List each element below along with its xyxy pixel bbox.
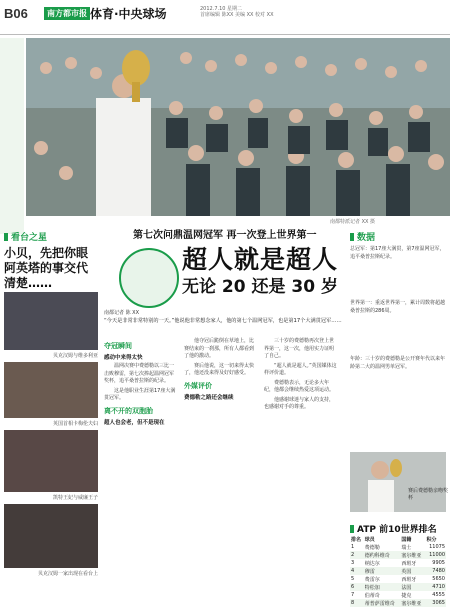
article-column-3 <box>264 338 338 414</box>
paragraph: 他感谢球迷与家人的支持，也感谢对手的尊重。 <box>264 396 335 410</box>
sidebar-headline: 小贝，先把你眼阿英塔的事交代清楚…… <box>4 246 89 290</box>
cell-rank: 8 <box>350 599 364 607</box>
article-title: 超人就是超人 <box>182 245 339 274</box>
page-number: B06 <box>4 6 28 21</box>
header-editor: 首席编辑 陈XX 美编 XX 校对 XX <box>200 12 274 18</box>
sidebar-tag: 看台之星 <box>4 230 47 243</box>
article-byline: 南都记者 陈 XX <box>104 310 140 316</box>
table-row <box>350 599 446 607</box>
cell-country: 西班牙 <box>401 560 417 567</box>
atp-ranking-table <box>350 535 446 607</box>
sidebar-photo-4 <box>4 504 98 568</box>
cell-points: 11000 <box>426 551 446 559</box>
paragraph: 温网决赛中费德勒以三比一击败穆雷，第七次捧起温网冠军奖杯，追平桑普拉斯的纪录。 <box>104 363 175 384</box>
federer-photo <box>350 452 449 512</box>
cell-country: 西班牙 <box>401 576 417 583</box>
sidebar-caption-3: 凯特王妃与威廉王子 <box>52 495 98 501</box>
sidebar-photo-1 <box>4 292 98 350</box>
cell-player: 特松加 <box>364 583 401 591</box>
cell-points: 4555 <box>432 592 445 598</box>
atp-ranking-title: ATP 前10世界排名 <box>350 522 437 535</box>
cell-rank: 5 <box>351 576 355 582</box>
section-heading: 离不开的双胞胎 <box>104 406 153 415</box>
paragraph: 他夺冠后跪倒在草地上，比赛结束的一刹那，所有人都看到了他的激动。 <box>184 338 255 359</box>
section-title: 体育·中央球场 <box>90 7 167 21</box>
table-row <box>350 583 446 591</box>
table-row <box>350 543 446 551</box>
cell-player: 德约科维奇 <box>364 551 401 559</box>
article-column-1 <box>104 338 178 428</box>
data-text-3: 年龄：三十岁的费德勒是公开赛年代以来年龄第二大的温网男单冠军。 <box>350 356 446 370</box>
paragraph: 这是他职业生涯第17座大满贯冠军。 <box>104 387 176 401</box>
cell-points: 11075 <box>429 544 445 550</box>
cell-rank: 1 <box>351 544 355 550</box>
article-title-line2: 无论 20 还是 30 岁 <box>182 277 338 297</box>
cell-player: 费德勒 <box>364 544 380 551</box>
cell-country: 塞尔维亚 <box>400 599 425 607</box>
sidebar-photo-2 <box>4 362 98 418</box>
cell-player: 穆雷 <box>364 567 401 575</box>
page-header <box>0 0 450 35</box>
col-player: 球员 <box>364 536 375 543</box>
photo-credit: 南都特派记者 XX 摄 <box>330 219 376 225</box>
crowd-illustration <box>26 38 450 216</box>
section-subheading: 费德勒之路还会继续 <box>184 394 234 401</box>
cell-points: 5650 <box>432 576 445 582</box>
cell-country: 塞尔维亚 <box>400 551 425 559</box>
sidebar-caption-4: 贝克汉姆一家出现在看台上 <box>37 571 98 577</box>
article-subtitle: 第七次问鼎温网冠军 再一次登上世界第一 <box>133 230 317 241</box>
sidebar-caption-2: 英国首相卡梅伦夫妇 <box>52 421 98 427</box>
paragraph: 赛后他说，这一切来得太快了，他还没来得及好好感受。 <box>184 362 255 376</box>
cell-country: 法国 <box>400 583 425 591</box>
section-subheading: 超人也会老，但不是现在 <box>104 419 165 426</box>
cell-country: 捷克 <box>401 592 412 599</box>
trophy-badge-icon <box>119 248 179 308</box>
sidebar-caption-1: 贝克汉姆与维多利亚 <box>52 353 98 359</box>
header-date: 2012.7.10 星期二 <box>200 6 243 12</box>
cell-player: 费雷尔 <box>364 576 380 583</box>
sidebar-photo-3 <box>4 430 98 492</box>
section-heading: 夺冠瞬间 <box>104 342 132 350</box>
newspaper-logo: 南方都市报 <box>44 7 90 20</box>
col-rank: 排名 <box>351 536 362 543</box>
header-meta <box>200 6 274 18</box>
section-heading: 外媒评价 <box>184 381 212 390</box>
data-tag: 数据 <box>350 230 375 243</box>
data-text-2: 世界第一：重返世界第一，累计周数将超越桑普拉斯的286周。 <box>350 300 446 314</box>
cell-rank: 7 <box>351 592 355 598</box>
cell-rank: 6 <box>350 583 364 591</box>
data-text-1: 总冠军：第17座大满贯，第7座温网冠军，追平桑普拉斯纪录。 <box>350 246 445 260</box>
cell-country: 英国 <box>400 567 425 575</box>
table-row <box>350 559 446 567</box>
cell-rank: 2 <box>350 551 364 559</box>
table-header-row <box>350 535 446 543</box>
article-column-2 <box>184 338 258 403</box>
col-country: 国籍 <box>401 536 412 543</box>
cell-country: 瑞士 <box>401 544 412 551</box>
table-row <box>350 591 446 599</box>
paragraph: 三十岁的费德勒再次登上世界第一，这一次，他用实力证明了自己。 <box>264 338 335 359</box>
cell-rank: 4 <box>350 567 364 575</box>
player-illustration <box>350 452 449 512</box>
left-margin-strip <box>0 38 24 234</box>
cell-points: 9905 <box>432 560 445 566</box>
table-row <box>350 575 446 583</box>
main-photo <box>26 38 450 216</box>
cell-player: 伯蒂奇 <box>364 592 380 599</box>
table-row <box>350 551 446 559</box>
paragraph: “超人就是超人。”英国媒体这样评价道。 <box>264 362 337 376</box>
article-lead: “今天是非常非常特别的一天。”他说他非常想念家人，他的第七个温网冠军，也是第17个大满贯冠军…… <box>104 318 342 324</box>
cell-rank: 3 <box>351 560 355 566</box>
table-row <box>350 567 446 575</box>
cell-player: 蒂普萨雷维奇 <box>364 599 401 607</box>
section-subheading: 感动中来得太快 <box>104 355 143 361</box>
federer-photo-caption: 赛后费德勒亲吻奖杯 <box>408 488 449 501</box>
cell-points: 4710 <box>426 583 446 591</box>
cell-points: 7480 <box>426 567 446 575</box>
cell-points: 3065 <box>426 599 446 607</box>
col-points: 积分 <box>426 536 437 543</box>
cell-player: 纳达尔 <box>364 560 380 567</box>
paragraph: 费德勒表示，无论多大年纪，他都会继续热爱这项运动。 <box>264 379 335 393</box>
